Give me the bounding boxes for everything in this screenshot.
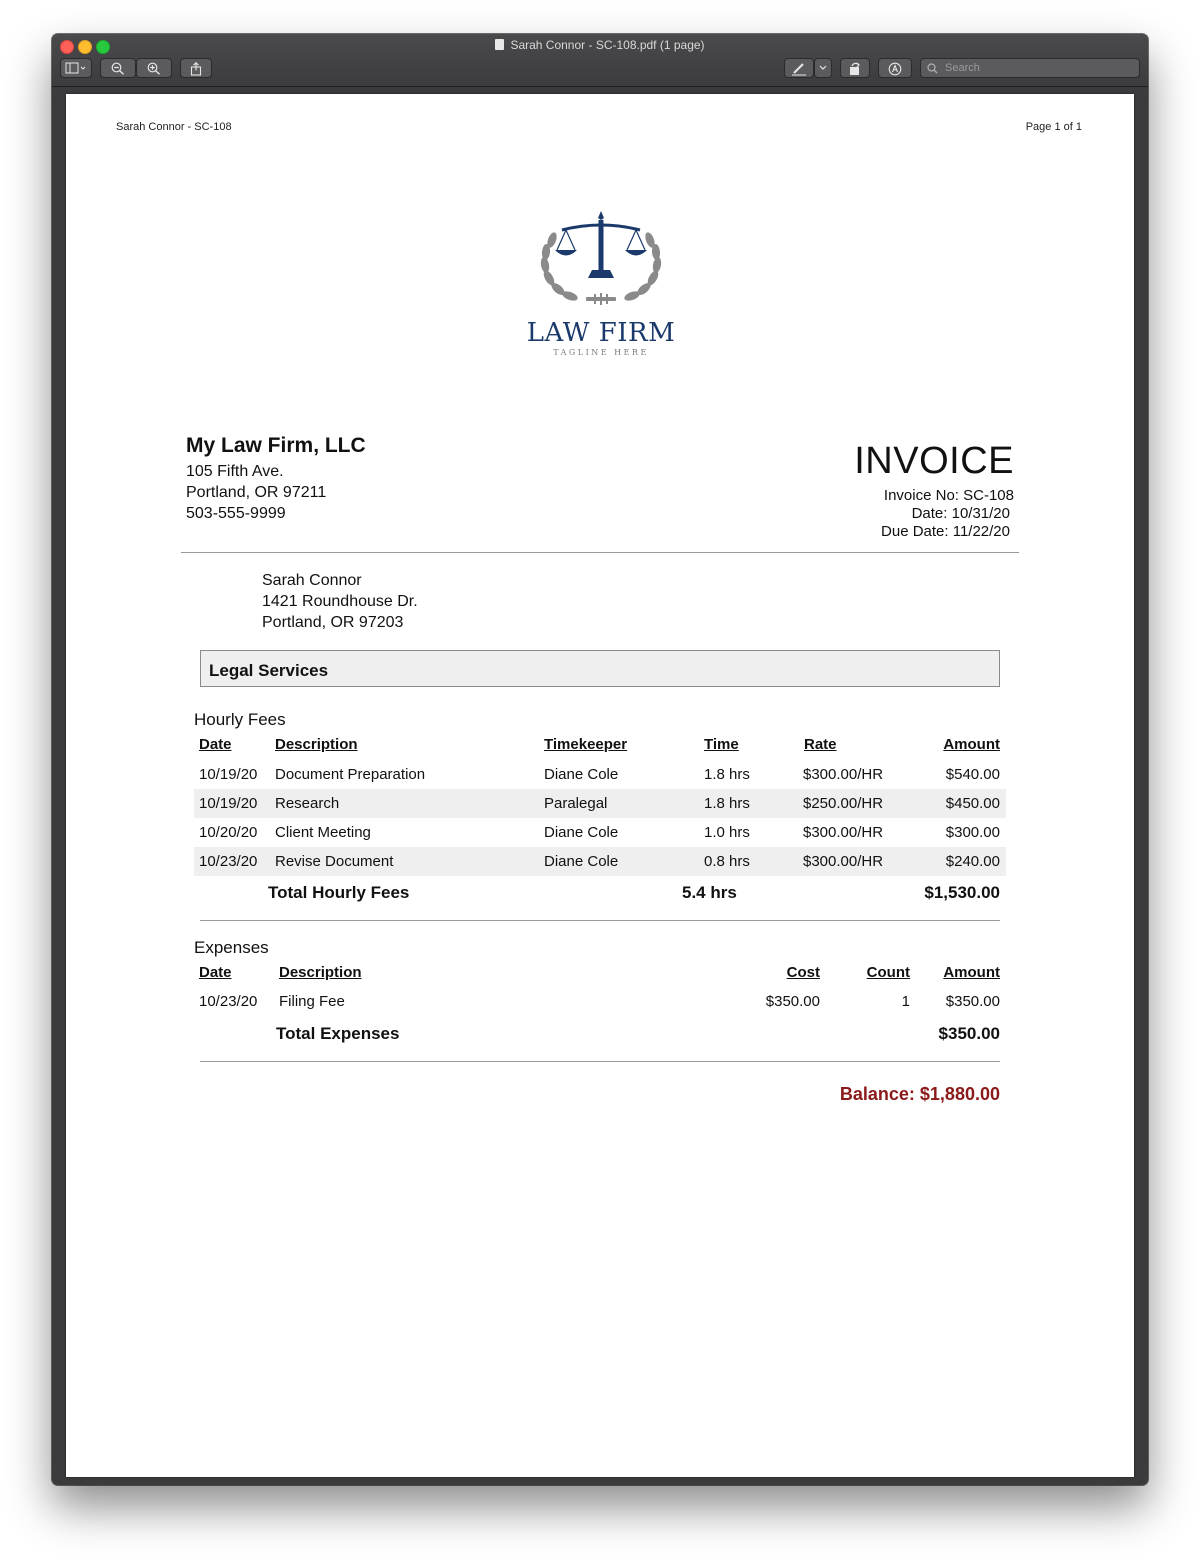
expenses-header-date: Date xyxy=(199,964,232,981)
total-hourly-time: 5.4 hrs xyxy=(682,883,737,902)
row-amount: $450.00 xyxy=(945,795,1000,812)
zoom-in-button[interactable] xyxy=(136,58,172,78)
row-count: 1 xyxy=(901,993,910,1010)
row-cost: $350.00 xyxy=(765,993,820,1010)
hourly-divider xyxy=(200,920,1000,921)
page-header-left: Sarah Connor - SC-108 xyxy=(116,121,232,133)
row-time: 1.8 hrs xyxy=(704,766,750,783)
firm-address-line-2: Portland, OR 97211 xyxy=(186,484,327,501)
section-header xyxy=(200,650,1000,687)
sidebar-toggle-button[interactable] xyxy=(60,58,92,78)
sidebar-icon xyxy=(65,62,87,74)
markup-circle-icon xyxy=(888,62,902,76)
window-title: Sarah Connor - SC-108.pdf (1 page) xyxy=(510,38,705,52)
invoice-due-date: Due Date: 11/22/20 xyxy=(881,523,1010,540)
row-description: Document Preparation xyxy=(275,766,426,783)
row-amount: $240.00 xyxy=(945,853,1000,870)
markup-pen-button[interactable] xyxy=(784,58,814,78)
expense-row xyxy=(194,987,1006,1016)
row-rate: $300.00/HR xyxy=(803,766,884,783)
row-time: 0.8 hrs xyxy=(704,853,750,870)
logo-tagline: TAGLINE HERE xyxy=(553,348,649,357)
row-date: 10/23/20 xyxy=(199,993,258,1010)
row-description: Revise Document xyxy=(275,853,394,870)
hourly-row xyxy=(194,847,1006,876)
hourly-row xyxy=(194,818,1006,847)
pdf-page xyxy=(66,94,1134,1477)
preview-window xyxy=(52,34,1148,1485)
row-description: Filing Fee xyxy=(279,993,345,1010)
hourly-header-rate: Rate xyxy=(804,736,837,753)
row-timekeeper: Diane Cole xyxy=(544,853,619,870)
search-input[interactable] xyxy=(943,61,1127,75)
window-title-area xyxy=(52,38,1148,52)
expenses-header-cost: Cost xyxy=(786,964,820,981)
hourly-header-timekeeper: Timekeeper xyxy=(544,736,628,753)
rotate-button[interactable] xyxy=(840,58,870,78)
expenses-divider xyxy=(200,1061,1000,1062)
row-timekeeper: Diane Cole xyxy=(544,766,619,783)
row-date: 10/19/20 xyxy=(199,795,258,812)
row-date: 10/23/20 xyxy=(199,853,258,870)
zoom-out-icon xyxy=(111,62,125,75)
row-rate: $300.00/HR xyxy=(803,824,884,841)
client-address-line-1: 1421 Roundhouse Dr. xyxy=(262,593,418,610)
hourly-header-time: Time xyxy=(704,736,739,753)
total-hourly-label: Total Hourly Fees xyxy=(268,883,410,902)
hourly-row xyxy=(194,789,1006,818)
expenses-header-amount: Amount xyxy=(943,964,1000,981)
search-field[interactable] xyxy=(920,58,1140,78)
row-amount: $350.00 xyxy=(945,993,1000,1010)
scales-of-justice-icon xyxy=(526,206,676,316)
client-address-line-2: Portland, OR 97203 xyxy=(262,614,404,631)
row-description: Client Meeting xyxy=(275,824,371,841)
invoice-title: INVOICE xyxy=(854,440,1014,482)
row-date: 10/20/20 xyxy=(199,824,258,841)
row-time: 1.8 hrs xyxy=(704,795,750,812)
zoom-in-icon xyxy=(147,62,161,75)
invoice-date: Date: 10/31/20 xyxy=(911,505,1010,522)
total-expenses-amount: $350.00 xyxy=(938,1024,1000,1043)
row-description: Research xyxy=(275,795,340,812)
row-amount: $540.00 xyxy=(945,766,1000,783)
header-divider xyxy=(181,552,1019,553)
firm-phone: 503-555-9999 xyxy=(186,505,286,522)
invoice-number: Invoice No: SC-108 xyxy=(883,487,1014,504)
markup-options-button[interactable] xyxy=(814,58,832,78)
expenses-title: Expenses xyxy=(194,938,269,957)
row-rate: $300.00/HR xyxy=(803,853,884,870)
logo-title: LAW FIRM xyxy=(526,318,676,348)
rotate-icon xyxy=(848,62,862,76)
title-bar xyxy=(52,34,1148,87)
pen-icon xyxy=(791,62,807,76)
row-timekeeper: Paralegal xyxy=(544,795,608,812)
share-button[interactable] xyxy=(180,58,212,78)
row-amount: $300.00 xyxy=(945,824,1000,841)
search-icon xyxy=(927,63,938,74)
hourly-row xyxy=(194,760,1006,789)
firm-address-line-1: 105 Fifth Ave. xyxy=(186,463,284,480)
pdf-document-icon xyxy=(495,39,504,50)
hourly-header-description: Description xyxy=(275,736,358,753)
row-rate: $250.00/HR xyxy=(803,795,884,812)
law-firm-logo xyxy=(526,206,676,356)
section-title: Legal Services xyxy=(209,661,329,680)
row-time: 1.0 hrs xyxy=(704,824,750,841)
page-header-right: Page 1 of 1 xyxy=(1025,121,1082,133)
zoom-out-button[interactable] xyxy=(100,58,136,78)
hourly-header-date: Date xyxy=(199,736,232,753)
total-expenses-label: Total Expenses xyxy=(276,1024,400,1043)
share-icon xyxy=(190,62,202,76)
balance-due: Balance: $1,880.00 xyxy=(839,1084,1000,1104)
hourly-header-amount: Amount xyxy=(943,736,1000,753)
total-hourly-amount: $1,530.00 xyxy=(924,883,1000,902)
annotate-button[interactable] xyxy=(878,58,912,78)
hourly-fees-title: Hourly Fees xyxy=(194,710,286,729)
row-timekeeper: Diane Cole xyxy=(544,824,619,841)
chevron-down-icon xyxy=(819,62,827,74)
expenses-header-description: Description xyxy=(279,964,362,981)
row-date: 10/19/20 xyxy=(199,766,258,783)
firm-name: My Law Firm, LLC xyxy=(186,434,366,457)
expenses-header-count: Count xyxy=(866,964,910,981)
client-name: Sarah Connor xyxy=(262,572,362,589)
